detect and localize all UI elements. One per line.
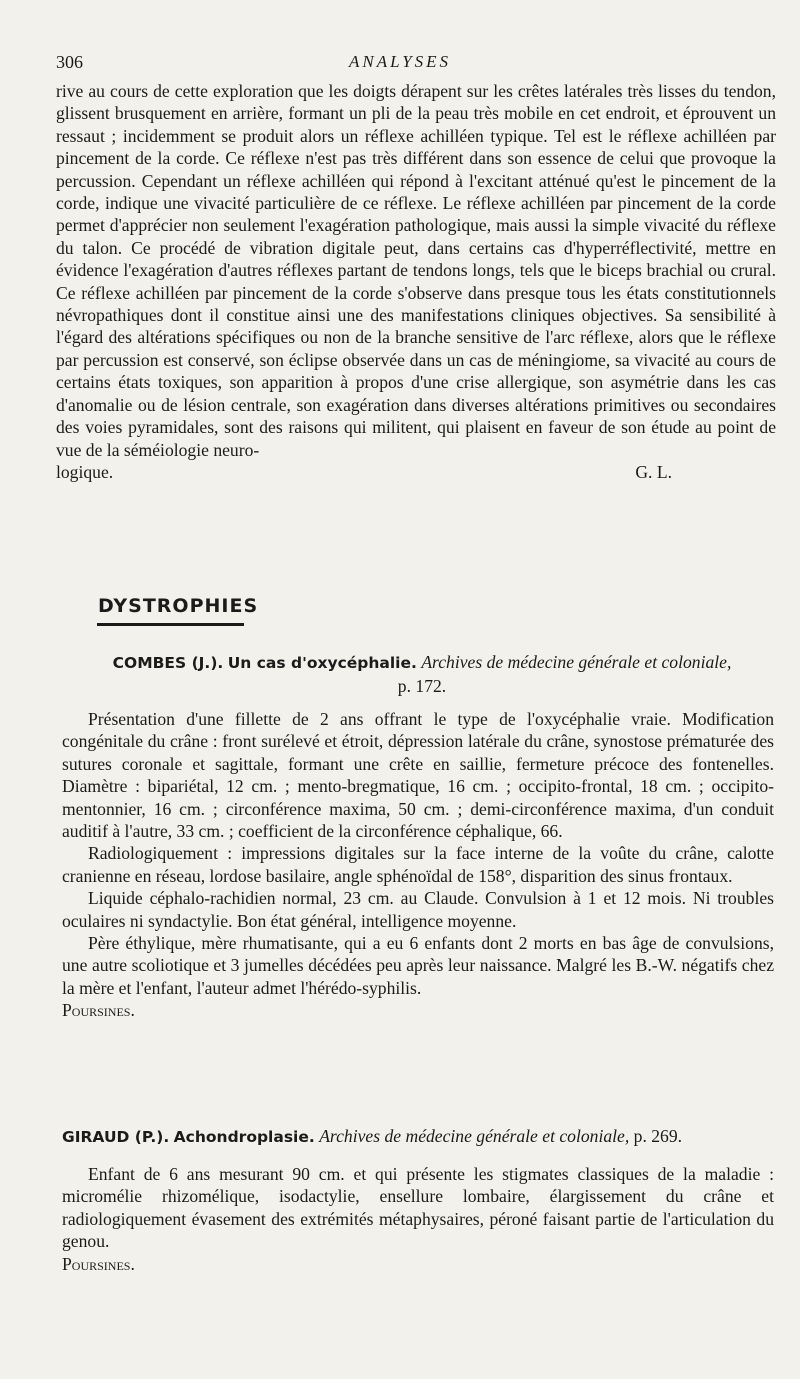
entry-title: Achondroplasie. [173,1128,315,1146]
entry-paragraph: Père éthylique, mère rhumatisante, qui a eu 6 enfants dont 2 morts en bas âge de convulsions, une autre scoliotique et 3 jumelles décédées peu après leur naissance. Malgré les B.-W. négatifs chez la mère et l'enfant, l'auteur admet l'hérédo-syphilis. [62,933,774,998]
entry-pages: p. 172. [397,676,447,696]
entry-journal: Archives de médecine générale et coloniale, [421,652,732,672]
section-underline [97,623,244,626]
entry-heading [62,1125,782,1149]
entry-body [62,708,774,1022]
running-title: ANALYSES [348,52,452,71]
entry-heading [62,651,782,698]
entry-signature: Poursines. [62,1253,135,1274]
entry-title: Un cas d'oxycéphalie. [227,654,417,672]
entry-paragraph: Liquide céphalo-rachidien normal, 23 cm. au Claude. Convulsion à 1 et 12 mois. Ni troubles oculaires ni syndactylie. Bon état général, intelligence moyenne. [62,888,774,931]
entry-paragraph: Présentation d'une fillette de 2 ans offrant le type de l'oxycéphalie vraie. Modification congénitale du crâne : front surélevé et étroit, dépression latérale du crâne, synostose prématurée des sutures coronale et sagittale, formant une crête en saillie, fermeture précoce des fontenelles. Diamètre : bipariétal, 12 cm. ; mento-bregmatique, 16 cm. ; occipito-frontal, 18 cm. ; occipito-mentonnier, 16 cm. ; circonférence maxima, 50 cm. ; demi-circonférence maxima, d'un conduit auditif à l'autre, 33 cm. ; coefficient de la circonférence céphalique, 66. [62,709,774,842]
closing-word: logique. [56,461,114,482]
entry-body [62,1163,774,1275]
page-number: 306 [56,52,83,72]
entry-author: COMBES (J.). [112,654,224,672]
section-title: DYSTROPHIES [98,595,259,617]
entry-paragraph: Radiologiquement : impressions digitales sur la face interne de la voûte du crâne, calotte cranienne en réseau, lordose basilaire, angle sphénoïdal de 158°, disparition des sinus frontaux. [62,843,774,886]
entry-signature: Poursines. [62,1000,135,1021]
entry-paragraph: Enfant de 6 ans mesurant 90 cm. et qui présente les stigmates classiques de la maladie : micromélie rhizomélique, isodactylie, ensellure lombaire, élargissement du crâne et radiologiquement évasement des extrémités métaphysaires, péroné faisant partie de l'articulation du genou. [62,1164,774,1252]
entry-journal: Archives de médecine générale et coloniale, [319,1126,630,1146]
entry-author: GIRAUD (P.). [62,1128,170,1146]
continued-review [56,80,776,483]
entry-pages: p. 269. [633,1126,683,1146]
continued-paragraph: rive au cours de cette exploration que les doigts dérapent sur les crêtes latérales très lisses du tendon, glissent brusquement en arrière, formant un pli de la peau très mobile en cet endroit, et éprouvent un ressaut ; incidemment se produit alors un réflexe achilléen typique. Tel est le réflexe achilléen par pincement de la corde. Ce réflexe n'est pas très différent dans son essence de celui que provoque la percussion. Cependant un réflexe achilléen qui répond à l'excitant atténué qu'est le pincement de la corde, indique une vivacité particulière de ce réflexe. Le réflexe achilléen par pincement de la corde permet d'apprécier non seulement l'exagération pathologique, mais aussi la simple vivacité du réflexe du talon. Ce procédé de vibration digitale peut, dans certains cas d'hyperréflectivité, mettre en évidence l'exagération d'autres réflexes partant de tendons longs, tels que le biceps brachial ou crural. Ce réflexe achilléen par pincement de la corde s'observe dans presque tous les états constitutionnels névropathiques dont il constitue ainsi une des manifestations cliniques objectives. Sa sensibilité à l'égard des altérations spécifiques ou non de la branche sensitive de l'arc réflexe, alors que le réflexe par percussion est conservé, son éclipse observée dans un cas de méningiome, sa vivacité au cours de certains états toxiques, son apparition à propos d'une crise allergique, son asymétrie dans les cas d'anomalie ou de lésion centrale, son exagération dans diverses altérations primitives ou secondaires des voies pyramidales, sont des raisons qui militent, qui plaisent en faveur de son étude au point de vue de la séméiologie neuro- [56,81,776,460]
closing-line [56,461,776,483]
running-head [0,52,800,76]
review-signature: G. L. [635,461,672,482]
